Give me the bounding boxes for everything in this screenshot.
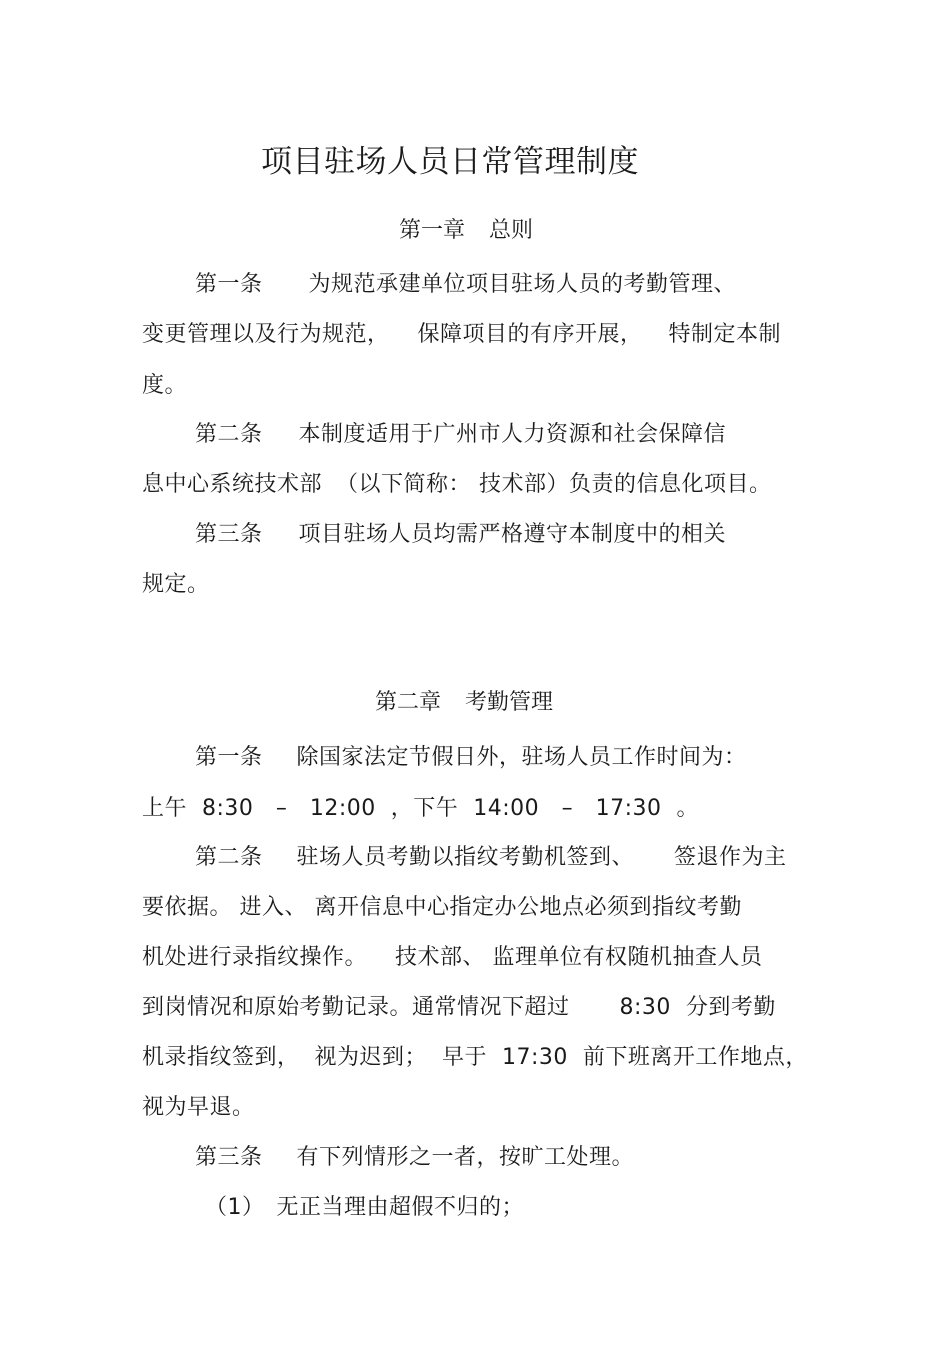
ch1-art1-text2c: 特制定本制 bbox=[668, 322, 782, 347]
ch1-art1-line2 bbox=[142, 320, 781, 350]
ch1-art2-label: 第二条 bbox=[195, 422, 263, 447]
ch2-art3-item1-text: 无正当理由超假不归的； bbox=[276, 1195, 525, 1220]
ch1-art1-text2a: 变更管理以及行为规范， bbox=[142, 322, 390, 347]
ch2-art2-line2: 要依据。 进入、 离开信息中心指定办公地点必须到指纹考勤 bbox=[142, 895, 742, 920]
ch2-art2-line3 bbox=[142, 943, 763, 973]
ch1-art2-line2 bbox=[142, 470, 772, 500]
ch1-art1-text1: 为规范承建单位项目驻场人员的考勤管理、 bbox=[308, 272, 737, 297]
ch2-art2-text1b: 签退作为主 bbox=[674, 845, 787, 870]
ch2-art2-text3b: 技术部、 监理单位有权随机抽查人员 bbox=[395, 945, 763, 970]
chapter-2-number: 第二章 bbox=[375, 690, 442, 715]
ch1-art2-text1: 本制度适用于广州市人力资源和社会保障信 bbox=[298, 422, 727, 447]
ch2-art1-line2: 上午 8:30 – 12:00 ，下午 14:00 – 17:30 。 bbox=[142, 796, 699, 821]
ch1-art2-text2b: （以下简称： bbox=[336, 472, 472, 497]
ch2-art2-text4a: 到岗情况和原始考勤记录。通常情况下超过 bbox=[142, 995, 570, 1020]
ch2-art2-label: 第二条 bbox=[195, 845, 263, 870]
ch2-art3-text1: 有下列情形之一者，按旷工处理。 bbox=[296, 1145, 635, 1170]
ch2-art1-label: 第一条 bbox=[195, 745, 263, 770]
ch2-art2-text3a: 机处进行录指纹操作。 bbox=[142, 945, 368, 970]
ch1-art2-line1 bbox=[195, 420, 726, 450]
ch2-art3-line1 bbox=[195, 1143, 634, 1173]
ch1-art3-label: 第三条 bbox=[195, 522, 263, 547]
ch1-art3-line2: 规定。 bbox=[142, 572, 210, 597]
ch2-art3-item1 bbox=[205, 1193, 524, 1223]
ch2-art3-item1-number: （1） bbox=[205, 1195, 265, 1220]
ch2-art2-line5: 机录指纹签到， 视为迟到； 早于 17:30 前下班离开工作地点， bbox=[142, 1045, 808, 1070]
chapter-1-number: 第一章 bbox=[399, 218, 466, 243]
chapter-1-name: 总则 bbox=[489, 218, 534, 243]
ch1-art2-text2a: 息中心系统技术部 bbox=[142, 472, 323, 497]
ch2-art2-line1 bbox=[195, 843, 787, 873]
chapter-2-name: 考勤管理 bbox=[465, 690, 554, 715]
ch1-art3-text1: 项目驻场人员均需严格遵守本制度中的相关 bbox=[298, 522, 727, 547]
document-title: 项目驻场人员日常管理制度 bbox=[261, 144, 639, 180]
ch2-art1-line1 bbox=[195, 743, 747, 773]
ch1-art1-line1 bbox=[195, 270, 736, 300]
ch1-art3-line1 bbox=[195, 520, 726, 550]
ch2-art2-text1a: 驻场人员考勤以指纹考勤机签到、 bbox=[296, 845, 635, 870]
ch2-art2-line6: 视为早退。 bbox=[142, 1095, 255, 1120]
ch2-art2-text4b: 8:30 分到考勤 bbox=[619, 995, 776, 1020]
ch2-art1-text1: 除国家法定节假日外，驻场人员工作时间为： bbox=[296, 745, 747, 770]
ch2-art2-line4 bbox=[142, 993, 776, 1023]
ch1-art1-text2b: 保障项目的有序开展， bbox=[417, 322, 643, 347]
ch1-art1-label: 第一条 bbox=[195, 272, 263, 297]
ch1-art2-text2c: 技术部）负责的信息化项目。 bbox=[479, 472, 772, 497]
ch1-art1-line3: 度。 bbox=[142, 373, 188, 398]
chapter-2-heading bbox=[375, 688, 553, 718]
chapter-1-heading bbox=[399, 216, 533, 246]
ch2-art3-label: 第三条 bbox=[195, 1145, 263, 1170]
